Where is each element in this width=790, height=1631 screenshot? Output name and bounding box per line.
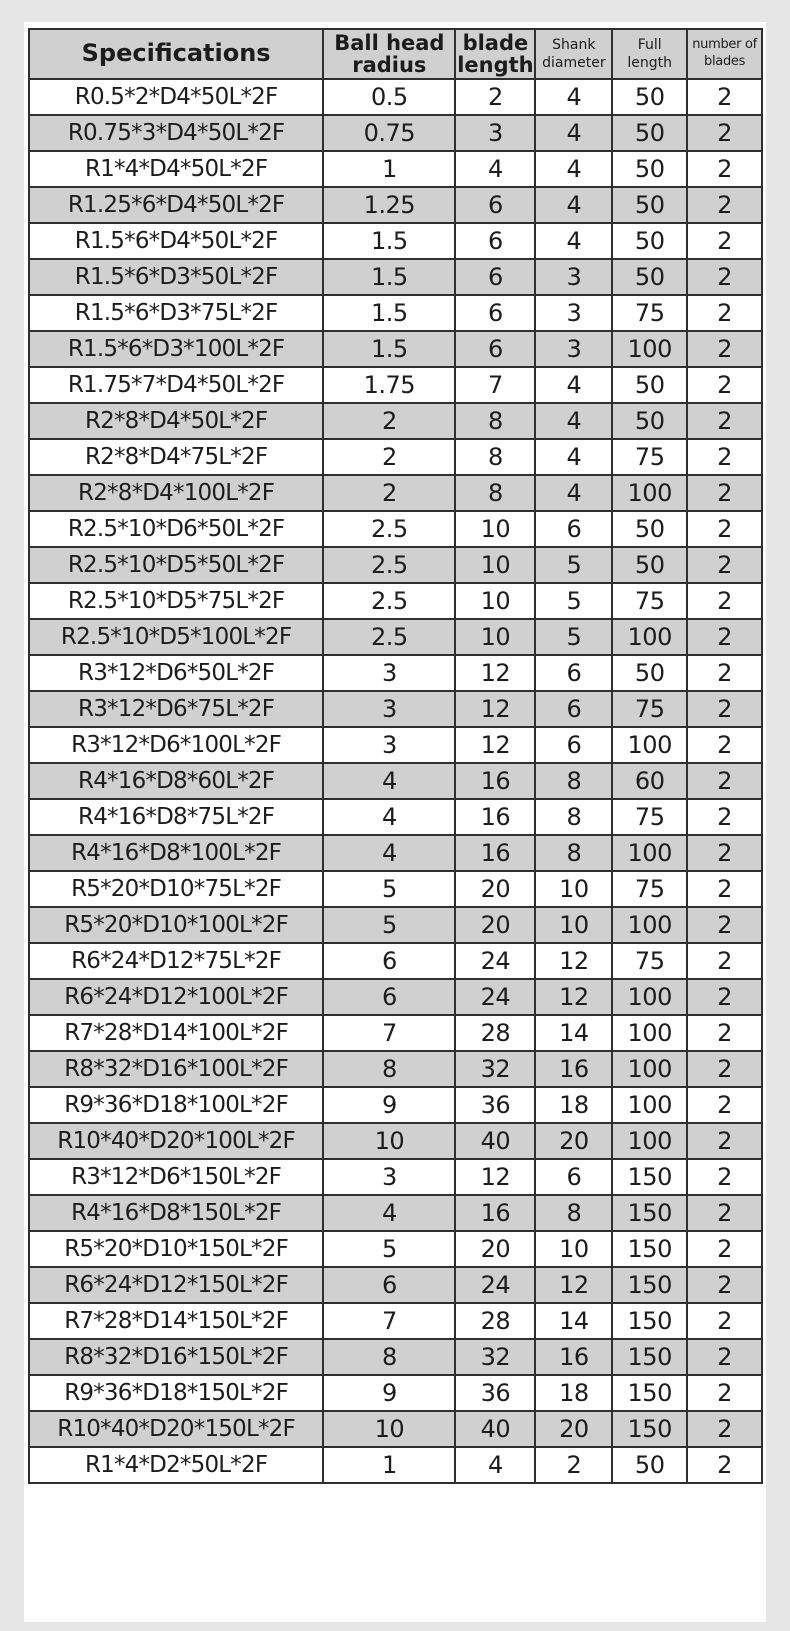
cell-full-length: 150 — [612, 1339, 687, 1375]
cell-full-length: 150 — [612, 1411, 687, 1447]
cell-shank-diameter: 4 — [535, 151, 612, 187]
table-row — [29, 115, 762, 151]
cell-full-length: 50 — [612, 655, 687, 691]
cell-number-of-blades: 2 — [687, 115, 762, 151]
cell-number-of-blades: 2 — [687, 1087, 762, 1123]
cell-shank-diameter: 12 — [535, 1267, 612, 1303]
cell-specification: R4*16*D8*150L*2F — [29, 1195, 323, 1231]
cell-specification: R3*12*D6*150L*2F — [29, 1159, 323, 1195]
cell-blade-length: 28 — [455, 1015, 535, 1051]
cell-specification: R3*12*D6*50L*2F — [29, 655, 323, 691]
header-blades-line1: number of — [692, 37, 757, 53]
cell-number-of-blades: 2 — [687, 547, 762, 583]
cell-ball-head-radius: 3 — [323, 1159, 455, 1195]
cell-full-length: 50 — [612, 115, 687, 151]
cell-full-length: 75 — [612, 295, 687, 331]
cell-blade-length: 28 — [455, 1303, 535, 1339]
table-row — [29, 799, 762, 835]
cell-blade-length: 6 — [455, 187, 535, 223]
cell-specification: R1.75*7*D4*50L*2F — [29, 367, 323, 403]
table-row — [29, 727, 762, 763]
cell-specification: R9*36*D18*150L*2F — [29, 1375, 323, 1411]
cell-full-length: 50 — [612, 367, 687, 403]
table-row — [29, 979, 762, 1015]
header-radius-line2: radius — [352, 53, 427, 77]
cell-blade-length: 8 — [455, 439, 535, 475]
cell-blade-length: 36 — [455, 1375, 535, 1411]
cell-specification: R2.5*10*D6*50L*2F — [29, 511, 323, 547]
cell-number-of-blades: 2 — [687, 1231, 762, 1267]
cell-shank-diameter: 14 — [535, 1015, 612, 1051]
cell-ball-head-radius: 5 — [323, 907, 455, 943]
table-row — [29, 763, 762, 799]
table-row — [29, 1015, 762, 1051]
cell-number-of-blades: 2 — [687, 1447, 762, 1483]
cell-number-of-blades: 2 — [687, 583, 762, 619]
cell-shank-diameter: 6 — [535, 691, 612, 727]
cell-shank-diameter: 4 — [535, 79, 612, 115]
cell-blade-length: 12 — [455, 691, 535, 727]
cell-blade-length: 20 — [455, 907, 535, 943]
cell-number-of-blades: 2 — [687, 367, 762, 403]
cell-ball-head-radius: 8 — [323, 1339, 455, 1375]
cell-number-of-blades: 2 — [687, 1303, 762, 1339]
cell-full-length: 150 — [612, 1159, 687, 1195]
cell-specification: R5*20*D10*150L*2F — [29, 1231, 323, 1267]
cell-number-of-blades: 2 — [687, 979, 762, 1015]
header-number-of-blades — [687, 29, 762, 79]
cell-ball-head-radius: 6 — [323, 943, 455, 979]
header-ball-head-radius — [323, 29, 455, 79]
cell-specification: R1.5*6*D4*50L*2F — [29, 223, 323, 259]
cell-ball-head-radius: 7 — [323, 1015, 455, 1051]
header-row — [29, 29, 762, 79]
cell-specification: R5*20*D10*100L*2F — [29, 907, 323, 943]
cell-ball-head-radius: 2.5 — [323, 619, 455, 655]
cell-ball-head-radius: 4 — [323, 1195, 455, 1231]
cell-specification: R0.5*2*D4*50L*2F — [29, 79, 323, 115]
table-row — [29, 583, 762, 619]
cell-blade-length: 7 — [455, 367, 535, 403]
cell-ball-head-radius: 1 — [323, 1447, 455, 1483]
table-row — [29, 1375, 762, 1411]
cell-number-of-blades: 2 — [687, 1195, 762, 1231]
cell-full-length: 75 — [612, 691, 687, 727]
cell-number-of-blades: 2 — [687, 655, 762, 691]
cell-ball-head-radius: 10 — [323, 1123, 455, 1159]
cell-specification: R1.5*6*D3*50L*2F — [29, 259, 323, 295]
cell-full-length: 75 — [612, 943, 687, 979]
cell-full-length: 150 — [612, 1375, 687, 1411]
cell-ball-head-radius: 6 — [323, 1267, 455, 1303]
cell-specification: R1.5*6*D3*100L*2F — [29, 331, 323, 367]
cell-blade-length: 12 — [455, 727, 535, 763]
cell-blade-length: 8 — [455, 403, 535, 439]
cell-blade-length: 6 — [455, 295, 535, 331]
cell-number-of-blades: 2 — [687, 475, 762, 511]
cell-ball-head-radius: 0.5 — [323, 79, 455, 115]
table-row — [29, 1267, 762, 1303]
cell-ball-head-radius: 10 — [323, 1411, 455, 1447]
cell-specification: R0.75*3*D4*50L*2F — [29, 115, 323, 151]
cell-number-of-blades: 2 — [687, 1375, 762, 1411]
cell-shank-diameter: 18 — [535, 1087, 612, 1123]
cell-ball-head-radius: 1.75 — [323, 367, 455, 403]
cell-specification: R2.5*10*D5*50L*2F — [29, 547, 323, 583]
cell-specification: R2*8*D4*100L*2F — [29, 475, 323, 511]
cell-full-length: 100 — [612, 1087, 687, 1123]
cell-full-length: 100 — [612, 1051, 687, 1087]
table-row — [29, 1303, 762, 1339]
cell-ball-head-radius: 2 — [323, 439, 455, 475]
cell-number-of-blades: 2 — [687, 295, 762, 331]
table-row — [29, 547, 762, 583]
cell-number-of-blades: 2 — [687, 619, 762, 655]
cell-ball-head-radius: 7 — [323, 1303, 455, 1339]
header-shank-line2: diameter — [542, 55, 606, 71]
cell-full-length: 60 — [612, 763, 687, 799]
cell-ball-head-radius: 5 — [323, 871, 455, 907]
table-row — [29, 1159, 762, 1195]
cell-ball-head-radius: 1.25 — [323, 187, 455, 223]
cell-full-length: 75 — [612, 583, 687, 619]
cell-ball-head-radius: 5 — [323, 1231, 455, 1267]
cell-shank-diameter: 5 — [535, 583, 612, 619]
cell-number-of-blades: 2 — [687, 439, 762, 475]
header-full-line2: length — [627, 55, 672, 71]
cell-blade-length: 6 — [455, 331, 535, 367]
cell-ball-head-radius: 9 — [323, 1375, 455, 1411]
spec-table-body — [29, 79, 762, 1483]
cell-number-of-blades: 2 — [687, 223, 762, 259]
cell-shank-diameter: 8 — [535, 1195, 612, 1231]
cell-blade-length: 10 — [455, 511, 535, 547]
cell-full-length: 100 — [612, 1015, 687, 1051]
cell-full-length: 50 — [612, 79, 687, 115]
cell-number-of-blades: 2 — [687, 907, 762, 943]
header-specifications — [29, 29, 323, 79]
cell-shank-diameter: 16 — [535, 1051, 612, 1087]
cell-number-of-blades: 2 — [687, 79, 762, 115]
cell-shank-diameter: 16 — [535, 1339, 612, 1375]
cell-shank-diameter: 4 — [535, 187, 612, 223]
header-specifications-label: Specifications — [81, 39, 271, 68]
cell-ball-head-radius: 1.5 — [323, 295, 455, 331]
cell-shank-diameter: 6 — [535, 655, 612, 691]
cell-full-length: 150 — [612, 1267, 687, 1303]
table-row — [29, 367, 762, 403]
cell-number-of-blades: 2 — [687, 871, 762, 907]
cell-blade-length: 40 — [455, 1411, 535, 1447]
cell-ball-head-radius: 4 — [323, 835, 455, 871]
table-row — [29, 511, 762, 547]
cell-blade-length: 20 — [455, 1231, 535, 1267]
header-radius-line1: Ball head — [334, 30, 445, 55]
cell-specification: R7*28*D14*100L*2F — [29, 1015, 323, 1051]
table-row — [29, 1195, 762, 1231]
cell-blade-length: 3 — [455, 115, 535, 151]
cell-full-length: 75 — [612, 871, 687, 907]
cell-full-length: 50 — [612, 1447, 687, 1483]
cell-number-of-blades: 2 — [687, 1339, 762, 1375]
cell-shank-diameter: 3 — [535, 259, 612, 295]
cell-shank-diameter: 5 — [535, 547, 612, 583]
cell-full-length: 50 — [612, 259, 687, 295]
cell-shank-diameter: 4 — [535, 223, 612, 259]
cell-ball-head-radius: 4 — [323, 763, 455, 799]
table-row — [29, 691, 762, 727]
cell-full-length: 50 — [612, 187, 687, 223]
table-row — [29, 1051, 762, 1087]
cell-specification: R8*32*D16*150L*2F — [29, 1339, 323, 1375]
cell-ball-head-radius: 1 — [323, 151, 455, 187]
cell-number-of-blades: 2 — [687, 763, 762, 799]
table-row — [29, 295, 762, 331]
cell-shank-diameter: 3 — [535, 295, 612, 331]
cell-shank-diameter: 6 — [535, 727, 612, 763]
cell-full-length: 100 — [612, 979, 687, 1015]
cell-full-length: 75 — [612, 439, 687, 475]
cell-shank-diameter: 14 — [535, 1303, 612, 1339]
cell-shank-diameter: 4 — [535, 439, 612, 475]
cell-full-length: 100 — [612, 619, 687, 655]
cell-shank-diameter: 18 — [535, 1375, 612, 1411]
cell-blade-length: 2 — [455, 79, 535, 115]
cell-blade-length: 12 — [455, 655, 535, 691]
cell-blade-length: 10 — [455, 583, 535, 619]
cell-full-length: 100 — [612, 835, 687, 871]
cell-full-length: 50 — [612, 151, 687, 187]
cell-specification: R6*24*D12*75L*2F — [29, 943, 323, 979]
cell-specification: R5*20*D10*75L*2F — [29, 871, 323, 907]
cell-shank-diameter: 20 — [535, 1411, 612, 1447]
table-row — [29, 403, 762, 439]
table-row — [29, 79, 762, 115]
table-row — [29, 331, 762, 367]
cell-shank-diameter: 12 — [535, 979, 612, 1015]
cell-specification: R10*40*D20*150L*2F — [29, 1411, 323, 1447]
cell-full-length: 100 — [612, 907, 687, 943]
cell-shank-diameter: 10 — [535, 907, 612, 943]
cell-blade-length: 32 — [455, 1051, 535, 1087]
cell-ball-head-radius: 2.5 — [323, 583, 455, 619]
table-row — [29, 619, 762, 655]
cell-number-of-blades: 2 — [687, 727, 762, 763]
cell-blade-length: 16 — [455, 799, 535, 835]
cell-specification: R2*8*D4*50L*2F — [29, 403, 323, 439]
cell-ball-head-radius: 4 — [323, 799, 455, 835]
header-shank-diameter — [535, 29, 612, 79]
header-blade-line1: blade — [462, 30, 529, 55]
cell-ball-head-radius: 1.5 — [323, 259, 455, 295]
cell-number-of-blades: 2 — [687, 1267, 762, 1303]
table-row — [29, 835, 762, 871]
cell-full-length: 100 — [612, 1123, 687, 1159]
table-row — [29, 1123, 762, 1159]
cell-specification: R4*16*D8*100L*2F — [29, 835, 323, 871]
cell-number-of-blades: 2 — [687, 943, 762, 979]
table-row — [29, 439, 762, 475]
cell-shank-diameter: 4 — [535, 403, 612, 439]
cell-blade-length: 36 — [455, 1087, 535, 1123]
spec-card — [24, 22, 766, 1622]
cell-ball-head-radius: 9 — [323, 1087, 455, 1123]
cell-shank-diameter: 20 — [535, 1123, 612, 1159]
cell-blade-length: 24 — [455, 979, 535, 1015]
cell-blade-length: 32 — [455, 1339, 535, 1375]
cell-blade-length: 40 — [455, 1123, 535, 1159]
table-row — [29, 655, 762, 691]
cell-specification: R4*16*D8*75L*2F — [29, 799, 323, 835]
cell-specification: R3*12*D6*75L*2F — [29, 691, 323, 727]
cell-shank-diameter: 10 — [535, 871, 612, 907]
cell-number-of-blades: 2 — [687, 1159, 762, 1195]
cell-specification: R2.5*10*D5*100L*2F — [29, 619, 323, 655]
cell-shank-diameter: 8 — [535, 835, 612, 871]
cell-shank-diameter: 4 — [535, 115, 612, 151]
cell-shank-diameter: 4 — [535, 475, 612, 511]
cell-number-of-blades: 2 — [687, 511, 762, 547]
table-row — [29, 259, 762, 295]
cell-number-of-blades: 2 — [687, 259, 762, 295]
cell-full-length: 150 — [612, 1303, 687, 1339]
cell-shank-diameter: 6 — [535, 511, 612, 547]
cell-ball-head-radius: 3 — [323, 655, 455, 691]
cell-full-length: 100 — [612, 475, 687, 511]
header-blade-length — [455, 29, 535, 79]
cell-shank-diameter: 12 — [535, 943, 612, 979]
cell-shank-diameter: 2 — [535, 1447, 612, 1483]
header-blades-line2: blades — [704, 54, 746, 69]
cell-blade-length: 16 — [455, 763, 535, 799]
cell-shank-diameter: 10 — [535, 1231, 612, 1267]
cell-shank-diameter: 8 — [535, 763, 612, 799]
table-row — [29, 1339, 762, 1375]
cell-ball-head-radius: 2 — [323, 475, 455, 511]
cell-ball-head-radius: 8 — [323, 1051, 455, 1087]
cell-number-of-blades: 2 — [687, 1015, 762, 1051]
cell-full-length: 150 — [612, 1231, 687, 1267]
header-full-length — [612, 29, 687, 79]
cell-blade-length: 6 — [455, 223, 535, 259]
cell-shank-diameter: 5 — [535, 619, 612, 655]
cell-full-length: 75 — [612, 799, 687, 835]
cell-blade-length: 24 — [455, 943, 535, 979]
cell-ball-head-radius: 6 — [323, 979, 455, 1015]
cell-specification: R3*12*D6*100L*2F — [29, 727, 323, 763]
cell-specification: R1.25*6*D4*50L*2F — [29, 187, 323, 223]
cell-shank-diameter: 3 — [535, 331, 612, 367]
table-row — [29, 1087, 762, 1123]
cell-ball-head-radius: 2.5 — [323, 547, 455, 583]
cell-specification: R1*4*D2*50L*2F — [29, 1447, 323, 1483]
cell-blade-length: 24 — [455, 1267, 535, 1303]
cell-number-of-blades: 2 — [687, 1051, 762, 1087]
cell-blade-length: 12 — [455, 1159, 535, 1195]
cell-full-length: 100 — [612, 331, 687, 367]
cell-full-length: 50 — [612, 223, 687, 259]
cell-shank-diameter: 6 — [535, 1159, 612, 1195]
cell-full-length: 150 — [612, 1195, 687, 1231]
cell-number-of-blades: 2 — [687, 835, 762, 871]
table-row — [29, 943, 762, 979]
header-shank-line1: Shank — [552, 36, 596, 53]
cell-ball-head-radius: 1.5 — [323, 331, 455, 367]
cell-full-length: 100 — [612, 727, 687, 763]
cell-ball-head-radius: 3 — [323, 691, 455, 727]
cell-blade-length: 8 — [455, 475, 535, 511]
cell-specification: R2.5*10*D5*75L*2F — [29, 583, 323, 619]
cell-shank-diameter: 8 — [535, 799, 612, 835]
cell-specification: R2*8*D4*75L*2F — [29, 439, 323, 475]
cell-full-length: 50 — [612, 511, 687, 547]
table-row — [29, 187, 762, 223]
cell-ball-head-radius: 3 — [323, 727, 455, 763]
cell-ball-head-radius: 1.5 — [323, 223, 455, 259]
cell-full-length: 50 — [612, 403, 687, 439]
cell-blade-length: 20 — [455, 871, 535, 907]
cell-blade-length: 10 — [455, 547, 535, 583]
table-row — [29, 223, 762, 259]
cell-blade-length: 4 — [455, 1447, 535, 1483]
table-row — [29, 907, 762, 943]
cell-blade-length: 6 — [455, 259, 535, 295]
cell-specification: R8*32*D16*100L*2F — [29, 1051, 323, 1087]
cell-number-of-blades: 2 — [687, 1123, 762, 1159]
cell-specification: R1*4*D4*50L*2F — [29, 151, 323, 187]
table-row — [29, 871, 762, 907]
cell-specification: R9*36*D18*100L*2F — [29, 1087, 323, 1123]
cell-specification: R6*24*D12*100L*2F — [29, 979, 323, 1015]
table-row — [29, 1231, 762, 1267]
header-blade-line2: length — [457, 53, 534, 77]
cell-specification: R6*24*D12*150L*2F — [29, 1267, 323, 1303]
cell-blade-length: 10 — [455, 619, 535, 655]
cell-number-of-blades: 2 — [687, 403, 762, 439]
cell-specification: R7*28*D14*150L*2F — [29, 1303, 323, 1339]
spec-table — [28, 28, 763, 1484]
cell-blade-length: 16 — [455, 1195, 535, 1231]
cell-ball-head-radius: 2.5 — [323, 511, 455, 547]
cell-number-of-blades: 2 — [687, 1411, 762, 1447]
cell-number-of-blades: 2 — [687, 187, 762, 223]
cell-number-of-blades: 2 — [687, 151, 762, 187]
table-row — [29, 1411, 762, 1447]
cell-specification: R1.5*6*D3*75L*2F — [29, 295, 323, 331]
cell-full-length: 50 — [612, 547, 687, 583]
table-row — [29, 1447, 762, 1483]
table-row — [29, 475, 762, 511]
cell-shank-diameter: 4 — [535, 367, 612, 403]
cell-specification: R10*40*D20*100L*2F — [29, 1123, 323, 1159]
cell-ball-head-radius: 2 — [323, 403, 455, 439]
header-full-line1: Full — [637, 36, 662, 53]
cell-number-of-blades: 2 — [687, 691, 762, 727]
cell-specification: R4*16*D8*60L*2F — [29, 763, 323, 799]
cell-number-of-blades: 2 — [687, 331, 762, 367]
table-row — [29, 151, 762, 187]
cell-blade-length: 4 — [455, 151, 535, 187]
cell-blade-length: 16 — [455, 835, 535, 871]
cell-ball-head-radius: 0.75 — [323, 115, 455, 151]
cell-number-of-blades: 2 — [687, 799, 762, 835]
